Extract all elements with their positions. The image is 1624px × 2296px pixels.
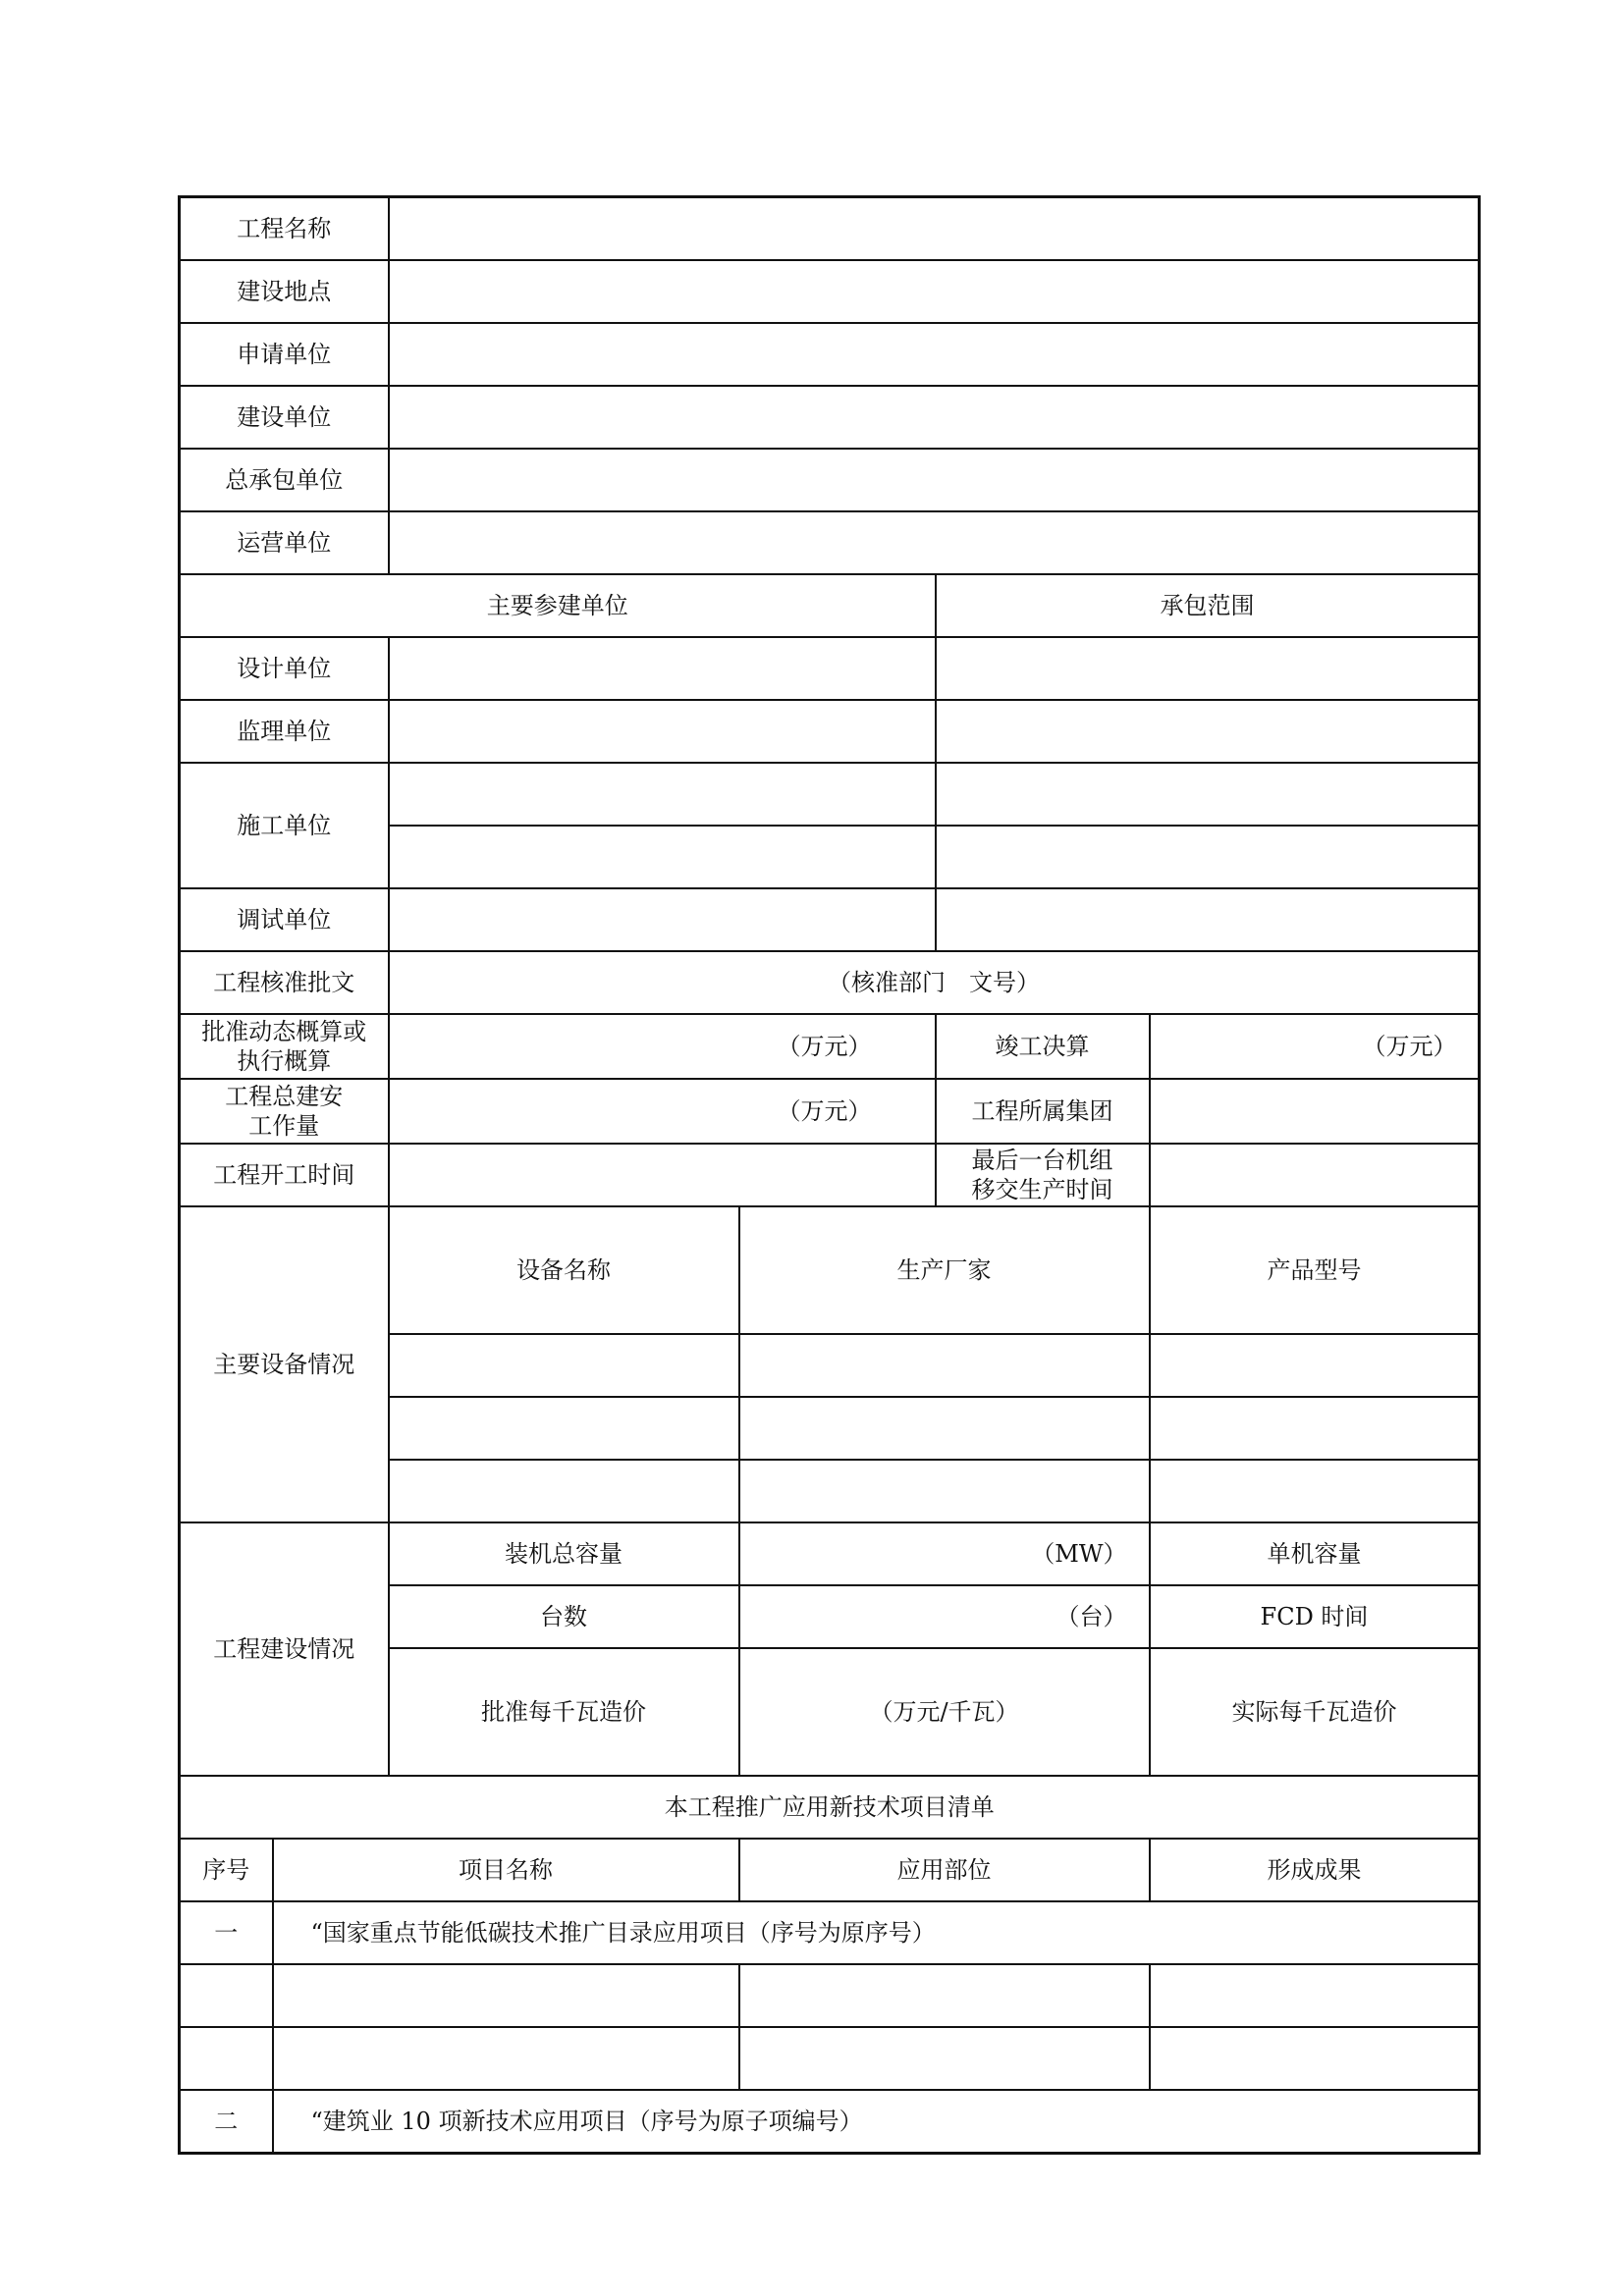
field-design-scope[interactable] xyxy=(936,637,1480,700)
field-construction-scope-1[interactable] xyxy=(936,763,1480,826)
unit-mw: （MW） xyxy=(1031,1540,1127,1568)
field-project-name[interactable] xyxy=(389,197,1480,261)
label-handover-time xyxy=(936,1144,1150,1206)
field-commissioning-unit[interactable] xyxy=(389,888,936,951)
label-total-workload-line1: 工程总建安 xyxy=(225,1083,344,1110)
header-item-name: 项目名称 xyxy=(273,1839,739,1901)
label-construction-status: 工程建设情况 xyxy=(180,1522,389,1776)
label-design-unit: 设计单位 xyxy=(180,637,389,700)
field-approved-cost-per-kw[interactable]: （万元/千瓦） xyxy=(739,1648,1150,1776)
label-unit-capacity: 单机容量 xyxy=(1150,1522,1480,1585)
header-main-participants: 主要参建单位 xyxy=(180,574,936,637)
field-design-unit[interactable] xyxy=(389,637,936,700)
field-results[interactable] xyxy=(1150,1964,1480,2027)
application-form-table xyxy=(178,195,1481,2155)
field-approval-document[interactable]: （核准部门 文号） xyxy=(389,951,1480,1014)
unit-tai: （台） xyxy=(1056,1603,1127,1630)
label-start-time: 工程开工时间 xyxy=(180,1144,389,1206)
label-approved-cost-per-kw: 批准每千瓦造价 xyxy=(389,1648,739,1776)
label-fcd-time: FCD 时间 xyxy=(1150,1585,1480,1648)
label-unit-count: 台数 xyxy=(389,1585,739,1648)
field-manufacturer[interactable] xyxy=(739,1460,1150,1522)
field-handover-time[interactable] xyxy=(1150,1144,1480,1206)
field-application-area[interactable] xyxy=(739,2027,1150,2090)
label-approval-document: 工程核准批文 xyxy=(180,951,389,1014)
field-commissioning-scope[interactable] xyxy=(936,888,1480,951)
field-supervision-scope[interactable] xyxy=(936,700,1480,763)
label-total-workload-line2: 工作量 xyxy=(248,1112,320,1140)
field-serial-no[interactable] xyxy=(180,1964,273,2027)
label-general-contractor: 总承包单位 xyxy=(180,449,389,511)
header-serial-no: 序号 xyxy=(180,1839,273,1901)
label-handover-time-line2: 移交生产时间 xyxy=(971,1176,1113,1203)
label-total-workload xyxy=(180,1079,389,1144)
label-handover-time-line1: 最后一台机组 xyxy=(971,1147,1113,1174)
tech-list-title: 本工程推广应用新技术项目清单 xyxy=(180,1776,1480,1839)
header-results: 形成成果 xyxy=(1150,1839,1480,1901)
label-approved-budget xyxy=(180,1014,389,1079)
section-1-no: 一 xyxy=(180,1901,273,1964)
field-equipment-name[interactable] xyxy=(389,1397,739,1460)
field-construction-unit-1[interactable] xyxy=(389,763,936,826)
field-item-name[interactable] xyxy=(273,2027,739,2090)
field-project-group[interactable] xyxy=(1150,1079,1480,1144)
label-operator: 运营单位 xyxy=(180,511,389,574)
field-serial-no[interactable] xyxy=(180,2027,273,2090)
field-application-area[interactable] xyxy=(739,1964,1150,2027)
field-start-time[interactable] xyxy=(389,1144,936,1206)
label-approved-budget-line2: 执行概算 xyxy=(237,1047,332,1075)
field-total-workload[interactable] xyxy=(389,1079,936,1144)
unit-wan-yuan: （万元） xyxy=(777,1097,872,1125)
field-product-model[interactable] xyxy=(1150,1460,1480,1522)
label-approved-budget-line1: 批准动态概算或 xyxy=(201,1018,367,1045)
field-results[interactable] xyxy=(1150,2027,1480,2090)
unit-wan-yuan: （万元） xyxy=(1362,1033,1457,1060)
field-manufacturer[interactable] xyxy=(739,1397,1150,1460)
label-location: 建设地点 xyxy=(180,260,389,323)
field-product-model[interactable] xyxy=(1150,1397,1480,1460)
label-supervision-unit: 监理单位 xyxy=(180,700,389,763)
field-general-contractor[interactable] xyxy=(389,449,1480,511)
header-contract-scope: 承包范围 xyxy=(936,574,1480,637)
field-final-accounts[interactable] xyxy=(1150,1014,1480,1079)
section-2-title: “建筑业 10 项新技术应用项目（序号为原子项编号） xyxy=(273,2090,1480,2154)
field-manufacturer[interactable] xyxy=(739,1334,1150,1397)
field-item-name[interactable] xyxy=(273,1964,739,2027)
label-main-equipment: 主要设备情况 xyxy=(180,1206,389,1522)
field-approved-budget[interactable] xyxy=(389,1014,936,1079)
label-total-capacity: 装机总容量 xyxy=(389,1522,739,1585)
label-project-group: 工程所属集团 xyxy=(936,1079,1150,1144)
label-actual-cost-per-kw: 实际每千瓦造价 xyxy=(1150,1648,1480,1776)
field-product-model[interactable] xyxy=(1150,1334,1480,1397)
section-2-no: 二 xyxy=(180,2090,273,2154)
field-applicant[interactable] xyxy=(389,323,1480,386)
field-unit-count[interactable] xyxy=(739,1585,1150,1648)
field-supervision-unit[interactable] xyxy=(389,700,936,763)
section-1-title: “国家重点节能低碳技术推广目录应用项目（序号为原序号） xyxy=(273,1901,1480,1964)
header-equipment-name: 设备名称 xyxy=(389,1206,739,1334)
field-equipment-name[interactable] xyxy=(389,1334,739,1397)
unit-wan-yuan: （万元） xyxy=(777,1033,872,1060)
field-total-capacity[interactable] xyxy=(739,1522,1150,1585)
header-product-model: 产品型号 xyxy=(1150,1206,1480,1334)
header-application-area: 应用部位 xyxy=(739,1839,1150,1901)
field-construction-scope-2[interactable] xyxy=(936,826,1480,888)
field-location[interactable] xyxy=(389,260,1480,323)
field-construction-unit-2[interactable] xyxy=(389,826,936,888)
field-builder[interactable] xyxy=(389,386,1480,449)
label-commissioning-unit: 调试单位 xyxy=(180,888,389,951)
label-applicant: 申请单位 xyxy=(180,323,389,386)
label-project-name: 工程名称 xyxy=(180,197,389,261)
header-manufacturer: 生产厂家 xyxy=(739,1206,1150,1334)
field-equipment-name[interactable] xyxy=(389,1460,739,1522)
label-builder: 建设单位 xyxy=(180,386,389,449)
label-final-accounts: 竣工决算 xyxy=(936,1014,1150,1079)
field-operator[interactable] xyxy=(389,511,1480,574)
label-construction-unit: 施工单位 xyxy=(180,763,389,888)
